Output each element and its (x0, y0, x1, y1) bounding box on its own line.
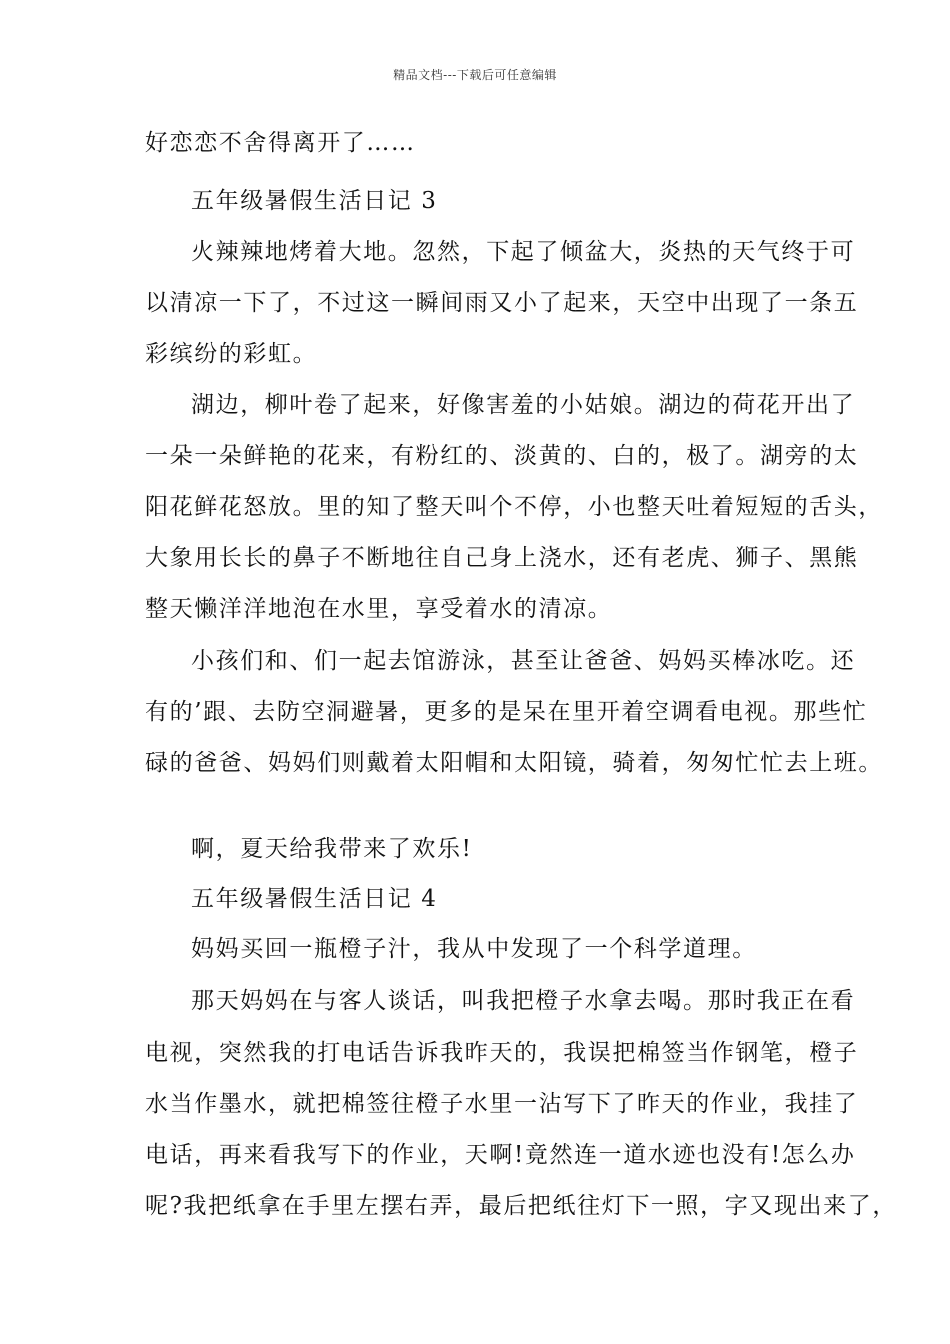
text-line: 整天懒洋洋地泡在水里，享受着水的清凉。 (145, 596, 613, 622)
text-line: 彩缤纷的彩虹。 (145, 341, 318, 367)
text-line: 有的’跟、去防空洞避暑，更多的是呆在里开着空调看电视。那些忙 (145, 699, 868, 725)
text-line: 电视，突然我的打电话告诉我昨天的，我误把棉签当作钢笔，橙子 (145, 1040, 859, 1066)
section-heading: 五年级暑假生活日记 4 (191, 886, 438, 912)
text-line: 好恋恋不舍得离开了…… (145, 130, 416, 156)
text-line: 水当作墨水，就把棉签往橙子水里一沾写下了昨天的作业，我挂了 (145, 1091, 859, 1117)
text-line: 湖边，柳叶卷了起来，好像害羞的小姑娘。湖边的荷花开出了 (191, 392, 856, 418)
text-line: 一朵一朵鲜艳的花来，有粉红的、淡黄的、白的，极了。湖旁的太 (145, 443, 859, 469)
text-line: 碌的爸爸、妈妈们则戴着太阳帽和太阳镜，骑着，匆匆忙忙去上班。 (145, 750, 883, 776)
text-line: 大象用长长的鼻子不断地往自己身上浇水，还有老虎、狮子、黑熊 (145, 545, 859, 571)
text-line: 火辣辣地烤着大地。忽然，下起了倾盆大，炎热的天气终于可 (191, 239, 856, 265)
text-line: 呢?我把纸拿在手里左摆右弄，最后把纸往灯下一照，字又现出来了， (145, 1193, 897, 1219)
text-line: 那天妈妈在与客人谈话，叫我把橙子水拿去喝。那时我正在看 (191, 988, 856, 1014)
text-line: 小孩们和、们一起去馆游泳，甚至让爸爸、妈妈买棒冰吃。还 (191, 648, 856, 674)
text-line: 电话，再来看我写下的作业，天啊!竟然连一道水迹也没有!怎么办 (145, 1142, 856, 1168)
page-header: 精品文档---下载后可任意编辑 (393, 68, 557, 82)
section-heading: 五年级暑假生活日记 3 (191, 188, 438, 214)
text-line: 啊，夏天给我带来了欢乐! (191, 836, 473, 862)
text-line: 阳花鲜花怒放。里的知了整天叫个不停，小也整天吐着短短的舌头， (145, 494, 883, 520)
text-line: 妈妈买回一瓶橙子汁，我从中发现了一个科学道理。 (191, 936, 757, 962)
text-line: 以清凉一下了，不过这一瞬间雨又小了起来，天空中出现了一条五 (145, 290, 859, 316)
